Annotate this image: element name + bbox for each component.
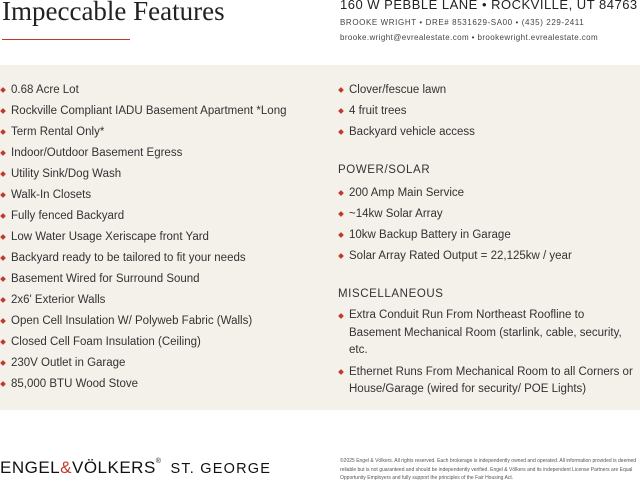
feature-text: 200 Amp Main Service <box>349 187 465 199</box>
diamond-bullet-icon <box>338 369 344 375</box>
feature-item <box>0 311 330 332</box>
legal-disclaimer: ©2025 Engel & Völkers. All rights reserved. Each brokerage is independently owned and operated. All information provided is deemed reliable but is not guaranteed and should be independently verified. Engel & Völkers and its independent License Partners are Equal Opportunity Employers and fully support the principles of the Fair Housing Act. <box>340 458 637 481</box>
feature-item <box>0 269 330 290</box>
logo-volkers: VÖLKERS <box>71 458 156 477</box>
feature-item <box>0 164 330 185</box>
feature-text: 0.68 Acre Lot <box>11 84 79 96</box>
feature-item <box>0 143 330 164</box>
feature-item <box>0 332 330 353</box>
diamond-bullet-icon <box>0 192 6 198</box>
power-solar-list <box>338 183 638 267</box>
logo-ampersand: & <box>60 458 72 477</box>
diamond-bullet-icon <box>338 190 344 196</box>
agent-contact: brooke.wright@evrealestate.com • brookewright.evrealestate.com <box>340 33 599 42</box>
diamond-bullet-icon <box>0 339 6 345</box>
diamond-bullet-icon <box>0 255 6 261</box>
feature-text: Ethernet Runs From Mechanical Room to all Corners or House/Garage (wired for security/ POE Lights) <box>349 365 633 395</box>
diamond-bullet-icon <box>0 150 6 156</box>
feature-text: 85,000 BTU Wood Stove <box>11 378 138 390</box>
feature-item <box>0 353 330 374</box>
logo-registered-mark: ® <box>155 458 162 465</box>
features-list-left <box>0 80 330 395</box>
page-title: Impeccable Features <box>2 0 225 26</box>
feature-text: Clover/fescue lawn <box>349 84 447 96</box>
feature-text: Indoor/Outdoor Basement Egress <box>11 147 183 159</box>
features-list-right <box>338 80 638 143</box>
feature-item <box>0 122 330 143</box>
diamond-bullet-icon <box>338 87 344 93</box>
feature-text: Utility Sink/Dog Wash <box>11 168 122 180</box>
feature-text: 2x6' Exterior Walls <box>11 294 106 306</box>
feature-item <box>0 227 330 248</box>
feature-text: Fully fenced Backyard <box>11 210 125 222</box>
agent-info: BROOKE WRIGHT • DRE# 8531629-SA00 • (435) 229-2411 <box>340 18 585 27</box>
diamond-bullet-icon <box>0 171 6 177</box>
feature-text: 4 fruit trees <box>349 105 407 117</box>
feature-item <box>338 122 638 143</box>
diamond-bullet-icon <box>338 232 344 238</box>
listing-header <box>340 0 640 43</box>
feature-item <box>338 204 638 225</box>
feature-text: ~14kw Solar Array <box>349 208 443 220</box>
feature-text: 10kw Backup Battery in Garage <box>349 229 511 241</box>
feature-text: Rockville Compliant IADU Basement Apartment *Long <box>11 105 287 117</box>
feature-item <box>338 246 638 267</box>
feature-text: Low Water Usage Xeriscape front Yard <box>11 231 209 243</box>
miscellaneous-heading: MISCELLANEOUS <box>338 288 444 300</box>
diamond-bullet-icon <box>0 360 6 366</box>
feature-text: Extra Conduit Run From Northeast Roofline to Basement Mechanical Room (starlink, cable, security, etc. <box>349 309 622 356</box>
feature-text: Open Cell Insulation W/ Polyweb Fabric (Walls) <box>11 315 253 327</box>
feature-text: Closed Cell Foam Insulation (Ceiling) <box>11 336 201 348</box>
feature-item <box>0 185 330 206</box>
property-address: 160 W PEBBLE LANE • ROCKVILLE, UT 84763 <box>340 0 638 12</box>
diamond-bullet-icon <box>0 234 6 240</box>
feature-text: Backyard ready to be tailored to fit your needs <box>11 252 246 264</box>
feature-item <box>338 80 638 101</box>
feature-text: Basement Wired for Surround Sound <box>11 273 200 285</box>
feature-item <box>0 80 330 101</box>
diamond-bullet-icon <box>0 213 6 219</box>
diamond-bullet-icon <box>338 313 344 319</box>
feature-item <box>0 248 330 269</box>
feature-item <box>338 101 638 122</box>
diamond-bullet-icon <box>0 297 6 303</box>
diamond-bullet-icon <box>0 87 6 93</box>
power-solar-heading: POWER/SOLAR <box>338 164 431 176</box>
features-right-column <box>338 80 638 403</box>
feature-item <box>338 183 638 204</box>
diamond-bullet-icon <box>0 108 6 114</box>
feature-text: Solar Array Rated Output = 22,125kw / year <box>349 250 572 262</box>
feature-text: Backyard vehicle access <box>349 126 475 138</box>
feature-item <box>0 206 330 227</box>
feature-text: 230V Outlet in Garage <box>11 357 126 369</box>
brokerage-logo <box>0 458 271 478</box>
diamond-bullet-icon <box>338 253 344 259</box>
title-underline <box>2 39 130 40</box>
feature-item <box>338 307 638 360</box>
miscellaneous-list <box>338 307 638 399</box>
diamond-bullet-icon <box>338 211 344 217</box>
feature-text: Walk-In Closets <box>11 189 92 201</box>
features-panel <box>0 65 640 410</box>
feature-text: Term Rental Only* <box>11 126 105 138</box>
diamond-bullet-icon <box>0 381 6 387</box>
feature-item <box>0 374 330 395</box>
diamond-bullet-icon <box>0 318 6 324</box>
diamond-bullet-icon <box>338 108 344 114</box>
feature-item <box>338 364 638 399</box>
logo-engel: ENGEL <box>0 458 61 477</box>
diamond-bullet-icon <box>338 129 344 135</box>
diamond-bullet-icon <box>0 129 6 135</box>
feature-item <box>0 101 330 122</box>
feature-item <box>0 290 330 311</box>
office-name: ST. GEORGE <box>170 461 272 477</box>
features-left-column <box>0 80 330 395</box>
diamond-bullet-icon <box>0 276 6 282</box>
feature-item <box>338 225 638 246</box>
